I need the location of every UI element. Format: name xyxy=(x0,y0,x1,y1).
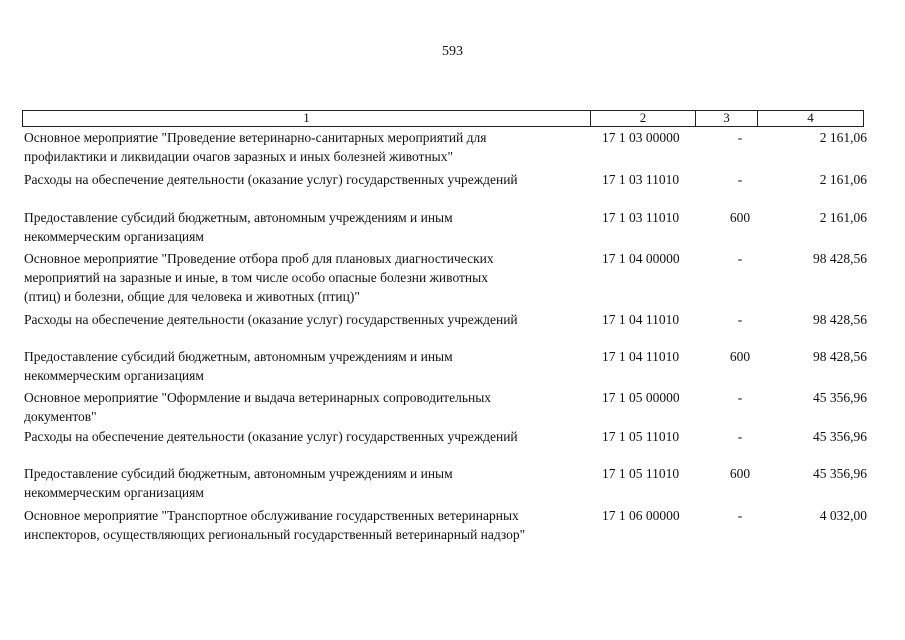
row-expense-type: - xyxy=(737,130,743,145)
row-amount: 45 356,96 xyxy=(813,466,867,481)
row-expense-type: - xyxy=(737,251,743,266)
header-col-3: 3 xyxy=(696,111,758,126)
row-name: Предоставление субсидий бюджетным, автономным учреждениям и иным некоммерческим организациям xyxy=(24,210,453,244)
row-name: Основное мероприятие "Проведение ветеринарно-санитарных мероприятий для профилактики и ликвидации очагов заразных и иных болезней животных" xyxy=(24,130,487,164)
row-expense-type: - xyxy=(737,508,743,523)
row-name: Расходы на обеспечение деятельности (оказание услуг) государственных учреждений xyxy=(24,172,518,187)
row-expense-type: - xyxy=(737,312,743,327)
row-expense-type: - xyxy=(737,390,743,405)
row-expense-type: 600 xyxy=(729,210,751,225)
row-code: 17 1 04 00000 xyxy=(602,251,680,266)
row-code: 17 1 03 11010 xyxy=(602,172,680,187)
row-expense-type: 600 xyxy=(729,349,751,364)
row-amount: 45 356,96 xyxy=(813,390,867,405)
row-amount: 98 428,56 xyxy=(813,312,867,327)
row-amount: 98 428,56 xyxy=(813,349,867,364)
row-amount: 45 356,96 xyxy=(813,429,867,444)
row-amount: 2 161,06 xyxy=(819,172,867,187)
row-amount: 2 161,06 xyxy=(819,130,867,145)
row-code: 17 1 05 11010 xyxy=(602,429,680,444)
row-amount: 4 032,00 xyxy=(819,508,867,523)
header-col-1: 1 xyxy=(23,111,591,126)
row-amount: 98 428,56 xyxy=(813,251,867,266)
row-name: Основное мероприятие "Проведение отбора проб для плановых диагностических мероприятий на заразные и иные, в том числе особо опасные болезни животных (птиц) и болезни, общие для человека и животных (птиц)" xyxy=(24,251,494,304)
row-name: Основное мероприятие "Оформление и выдача ветеринарных сопроводительных документов" xyxy=(24,390,492,424)
row-code: 17 1 05 00000 xyxy=(602,390,680,405)
row-code: 17 1 06 00000 xyxy=(602,508,680,523)
row-code: 17 1 03 00000 xyxy=(602,130,680,145)
row-amount: 2 161,06 xyxy=(819,210,867,225)
table-header xyxy=(22,110,864,127)
row-expense-type: - xyxy=(737,172,743,187)
row-code: 17 1 04 11010 xyxy=(602,349,680,364)
row-code: 17 1 04 11010 xyxy=(602,312,680,327)
row-name: Расходы на обеспечение деятельности (оказание услуг) государственных учреждений xyxy=(24,429,518,444)
row-code: 17 1 03 11010 xyxy=(602,210,680,225)
row-name: Основное мероприятие "Транспортное обслуживание государственных ветеринарных инспекторов, осуществляющих региональный государственный ветеринарный надзор" xyxy=(24,508,526,542)
header-col-2: 2 xyxy=(591,111,696,126)
row-code: 17 1 05 11010 xyxy=(602,466,680,481)
header-col-4: 4 xyxy=(807,110,814,125)
page-number: 593 xyxy=(442,44,463,59)
row-name: Предоставление субсидий бюджетным, автономным учреждениям и иным некоммерческим организациям xyxy=(24,466,453,500)
row-name: Расходы на обеспечение деятельности (оказание услуг) государственных учреждений xyxy=(24,312,518,327)
row-name: Предоставление субсидий бюджетным, автономным учреждениям и иным некоммерческим организациям xyxy=(24,349,453,383)
row-expense-type: - xyxy=(737,429,743,444)
row-expense-type: 600 xyxy=(729,466,751,481)
